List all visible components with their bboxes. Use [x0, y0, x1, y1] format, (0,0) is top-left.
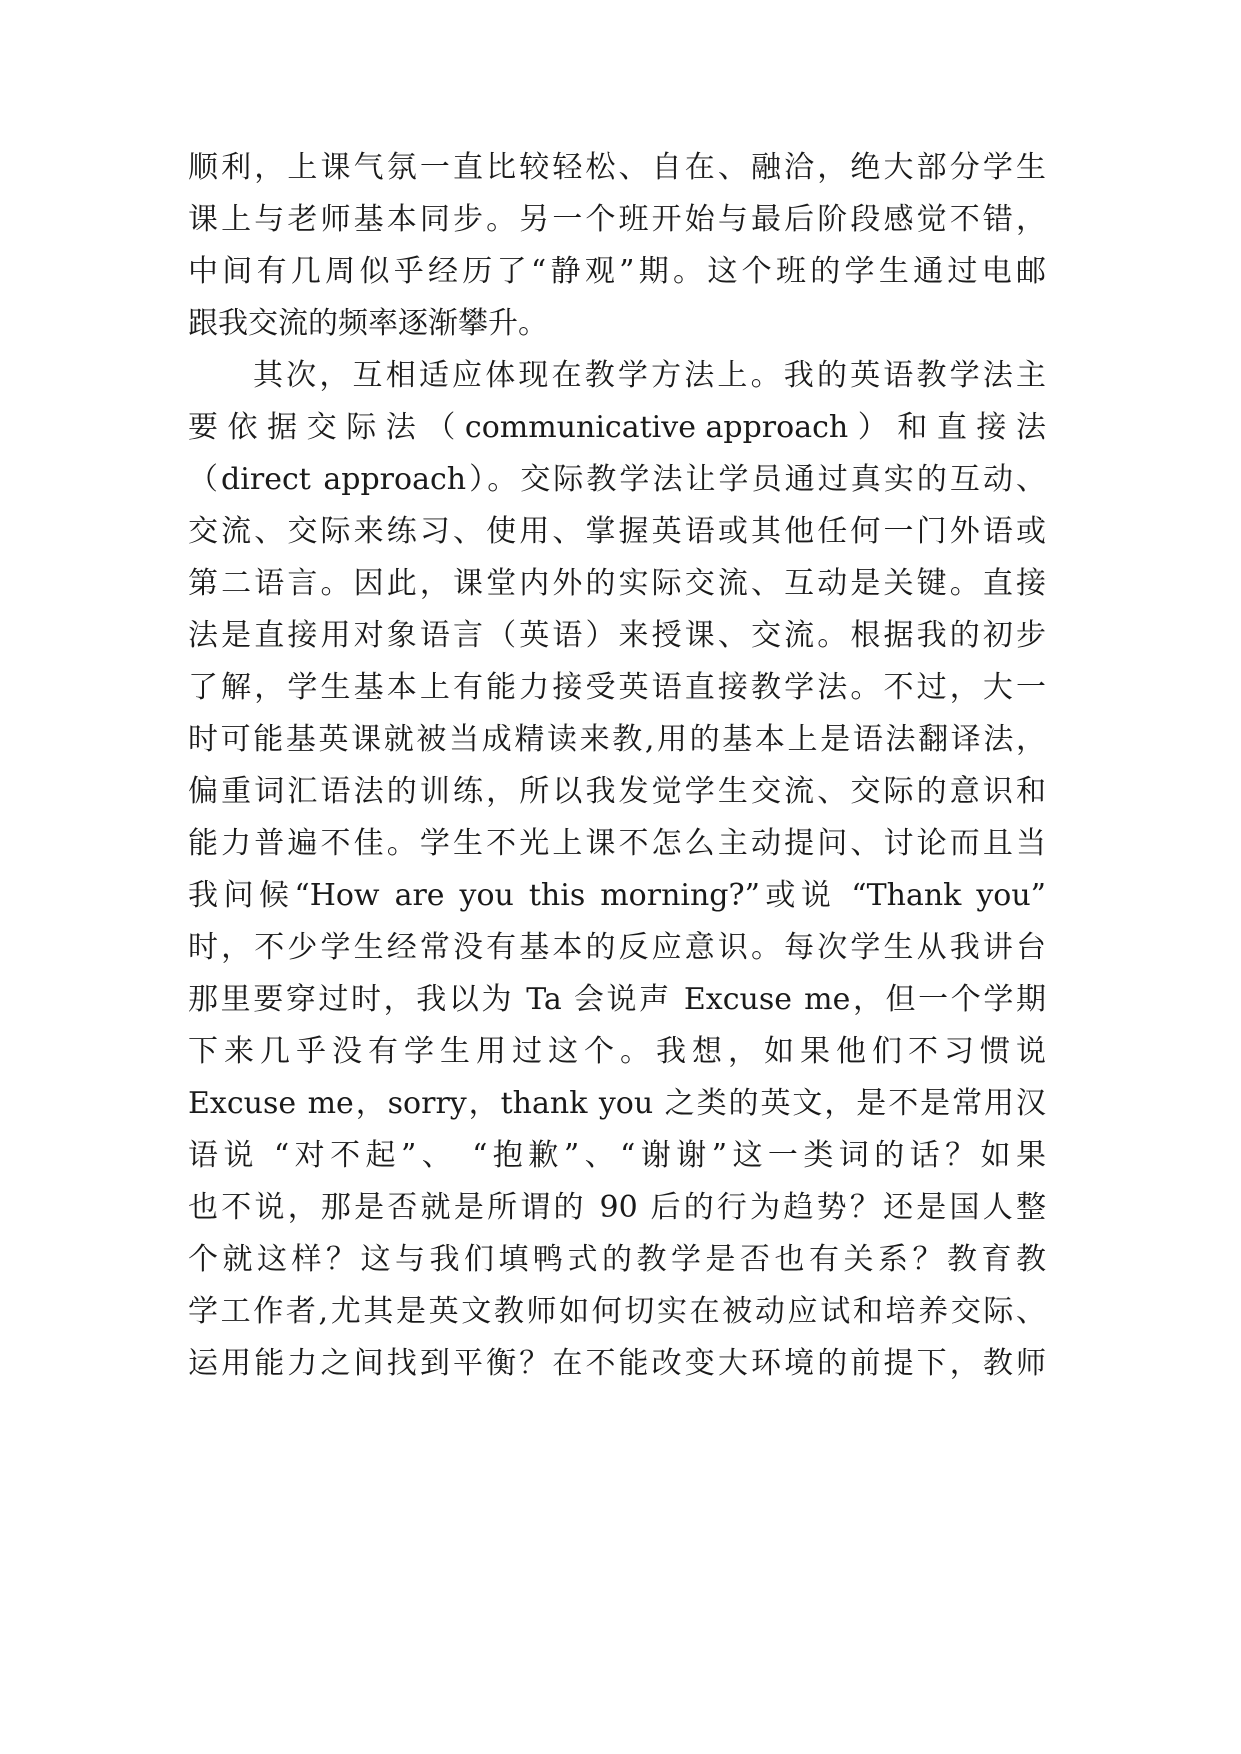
text-line: 了解，学生基本上有能力接受英语直接教学法。不过，大一: [188, 670, 1046, 705]
text-line: 要 依 据 交 际 法 （ communicative approach ） 和 直 接 法: [188, 410, 1046, 445]
text-line: 我问候“How are you this morning?”或说 “Thank you”: [188, 878, 1046, 913]
text-line: Excuse me，sorry，thank you 之类的英文，是不是常用汉: [188, 1086, 1046, 1121]
text-line: 个就这样？这与我们填鸭式的教学是否也有关系？教育教: [188, 1242, 1046, 1277]
text-line: 第二语言。因此，课堂内外的实际交流、互动是关键。直接: [188, 566, 1046, 601]
text-line: 交流、交际来练习、使用、掌握英语或其他任何一门外语或: [188, 514, 1046, 549]
text-line: 法是直接用对象语言（英语）来授课、交流。根据我的初步: [188, 618, 1046, 653]
text-line: 跟我交流的频率逐渐攀升。: [188, 306, 548, 341]
text-line: 运用能力之间找到平衡？在不能改变大环境的前提下，教师: [188, 1346, 1046, 1381]
text-line: 学工作者,尤其是英文教师如何切实在被动应试和培养交际、: [188, 1294, 1046, 1329]
text-line: 也不说，那是否就是所谓的 90 后的行为趋势？还是国人整: [188, 1190, 1046, 1225]
text-line: 能力普遍不佳。学生不光上课不怎么主动提问、讨论而且当: [188, 826, 1046, 861]
text-line: 偏重词汇语法的训练，所以我发觉学生交流、交际的意识和: [188, 774, 1046, 809]
paragraph-first-line: 其次，互相适应体现在教学方法上。我的英语教学法主: [253, 358, 1046, 393]
text-line: 时，不少学生经常没有基本的反应意识。每次学生从我讲台: [188, 930, 1046, 965]
text-line: 下来几乎没有学生用过这个。我想，如果他们不习惯说: [188, 1034, 1046, 1069]
text-line: 中间有几周似乎经历了“静观”期。这个班的学生通过电邮: [188, 254, 1046, 289]
text-line: （direct approach）。交际教学法让学员通过真实的互动、: [188, 462, 1046, 497]
text-line: 顺利，上课气氛一直比较轻松、自在、融洽，绝大部分学生: [188, 150, 1046, 185]
text-line: 课上与老师基本同步。另一个班开始与最后阶段感觉不错，: [188, 202, 1046, 237]
text-line: 时可能基英课就被当成精读来教,用的基本上是语法翻译法，: [188, 722, 1046, 757]
text-line: 语说 “对不起”、 “抱歉”、“谢谢”这一类词的话？如果: [188, 1138, 1046, 1173]
text-line: 那里要穿过时，我以为 Ta 会说声 Excuse me，但一个学期: [188, 982, 1046, 1017]
